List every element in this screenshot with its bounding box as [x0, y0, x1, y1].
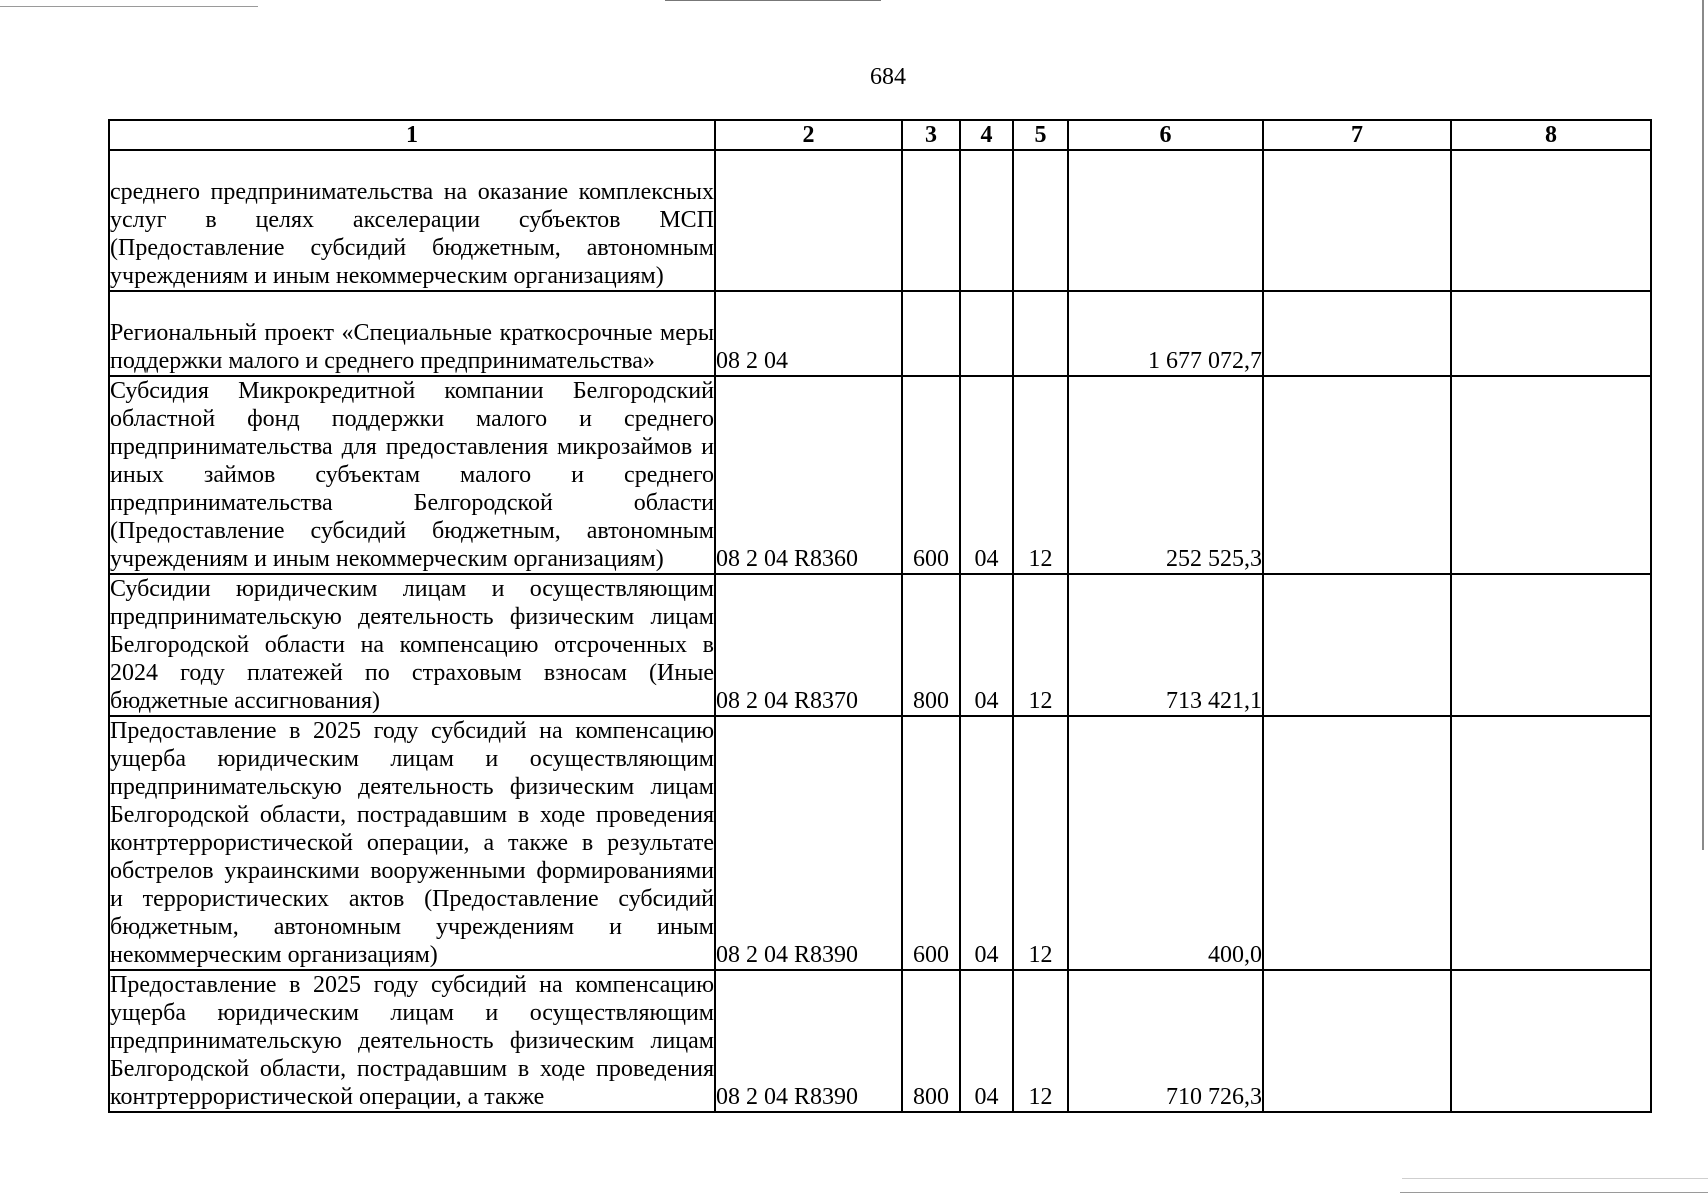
amount-cell	[1068, 150, 1263, 291]
expense-type-cell	[902, 150, 960, 291]
table-row	[109, 150, 1651, 291]
table-row	[109, 376, 1651, 574]
empty-cell	[1451, 716, 1651, 970]
empty-cell	[1451, 970, 1651, 1112]
table-row	[109, 716, 1651, 970]
subsection-cell: 12	[1013, 574, 1068, 716]
column-header: 3	[902, 120, 960, 150]
row-description: Субсидия Микрокредитной компании Белгородский областной фонд поддержки малого и среднего предпринимательства для предоставления микрозаймов и иных займов субъектам малого и среднего предпринимательства Белгородской области (Предоставление субсидий бюджетным, автономным учреждениям и иным некоммерческим организациям)	[110, 378, 714, 572]
expense-type-cell: 600	[902, 376, 960, 574]
empty-cell	[1263, 970, 1451, 1112]
classification-code: 08 2 04 R8360	[715, 376, 902, 574]
scan-page-edge	[1702, 0, 1704, 850]
column-header: 2	[715, 120, 902, 150]
budget-table	[108, 119, 1652, 1113]
subsection-cell: 12	[1013, 716, 1068, 970]
scan-artifact-line	[1400, 1192, 1708, 1193]
table-header-row	[109, 120, 1651, 150]
classification-code: 08 2 04	[715, 291, 902, 376]
empty-cell	[1263, 574, 1451, 716]
subsection-cell: 12	[1013, 376, 1068, 574]
column-header: 5	[1013, 120, 1068, 150]
empty-cell	[1451, 376, 1651, 574]
classification-code	[715, 150, 902, 291]
classification-code: 08 2 04 R8390	[715, 716, 902, 970]
empty-cell	[1451, 574, 1651, 716]
scan-artifact-line	[0, 6, 258, 7]
section-cell: 04	[960, 376, 1013, 574]
subsection-cell	[1013, 150, 1068, 291]
empty-cell	[1263, 291, 1451, 376]
amount-cell: 1 677 072,7	[1068, 291, 1263, 376]
amount-cell: 710 726,3	[1068, 970, 1263, 1112]
classification-code: 08 2 04 R8370	[715, 574, 902, 716]
amount-cell: 713 421,1	[1068, 574, 1263, 716]
table-row	[109, 291, 1651, 376]
scan-artifact-line	[1402, 1178, 1708, 1179]
amount-cell: 400,0	[1068, 716, 1263, 970]
subsection-cell: 12	[1013, 970, 1068, 1112]
expense-type-cell: 800	[902, 574, 960, 716]
empty-cell	[1451, 150, 1651, 291]
column-header: 1	[109, 120, 715, 150]
table-row	[109, 574, 1651, 716]
page-number: 684	[870, 64, 906, 90]
row-description: Предоставление в 2025 году субсидий на компенсацию ущерба юридическим лицам и осуществляющим предпринимательскую деятельность физическим лицам Белгородской области, пострадавшим в ходе проведения контртеррористической операции, а также	[110, 972, 714, 1110]
row-description: Субсидии юридическим лицам и осуществляющим предпринимательскую деятельность физическим лицам Белгородской области на компенсацию отсроченных в 2024 году платежей по страховым взносам (Иные бюджетные ассигнования)	[110, 576, 714, 714]
amount-cell: 252 525,3	[1068, 376, 1263, 574]
section-cell: 04	[960, 970, 1013, 1112]
empty-cell	[1263, 716, 1451, 970]
row-description: Предоставление в 2025 году субсидий на компенсацию ущерба юридическим лицам и осуществляющим предпринимательскую деятельность физическим лицам Белгородской области, пострадавшим в ходе проведения контртеррористической операции, а также в результате обстрелов украинскими вооруженными формированиями и террористических актов (Предоставление субсидий бюджетным, автономным учреждениям и иным некоммерческим организациям)	[110, 718, 714, 968]
classification-code: 08 2 04 R8390	[715, 970, 902, 1112]
expense-type-cell	[902, 291, 960, 376]
empty-cell	[1451, 291, 1651, 376]
row-description: Региональный проект «Специальные краткосрочные меры поддержки малого и среднего предпринимательства»	[109, 291, 715, 376]
expense-type-cell: 800	[902, 970, 960, 1112]
expense-type-cell: 600	[902, 716, 960, 970]
column-header: 7	[1263, 120, 1451, 150]
section-cell	[960, 150, 1013, 291]
scan-artifact-line	[665, 0, 881, 1]
row-description: среднего предпринимательства на оказание комплексных услуг в целях акселерации субъектов МСП (Предоставление субсидий бюджетным, автономным учреждениям и иным некоммерческим организациям)	[109, 150, 715, 291]
table-row	[109, 970, 1651, 1112]
section-cell	[960, 291, 1013, 376]
column-header: 8	[1451, 120, 1651, 150]
column-header: 6	[1068, 120, 1263, 150]
empty-cell	[1263, 376, 1451, 574]
subsection-cell	[1013, 291, 1068, 376]
empty-cell	[1263, 150, 1451, 291]
section-cell: 04	[960, 574, 1013, 716]
section-cell: 04	[960, 716, 1013, 970]
column-header: 4	[960, 120, 1013, 150]
